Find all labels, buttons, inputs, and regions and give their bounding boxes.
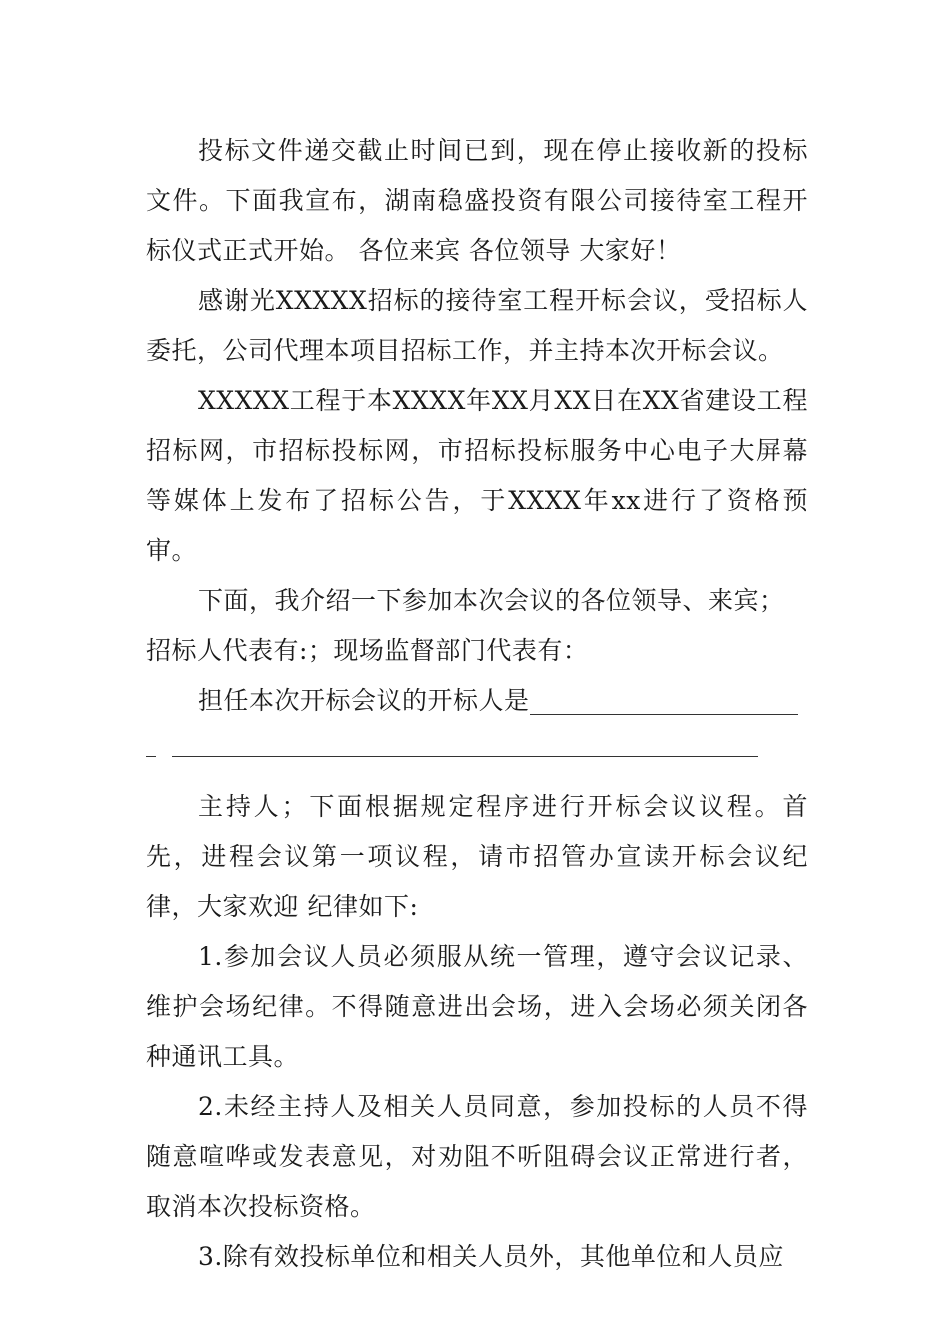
fill-in-blank	[530, 713, 798, 715]
opener-label: 担任本次开标会议的开标人是	[198, 686, 530, 715]
paragraph-announcement: XXXXX工程于本XXXX年XX月XX日在XX省建设工程招标网，市招标投标网，市招标投标服务中心电子大屏幕等媒体上发布了招标公告，于XXXX年xx进行了资格预审。	[146, 386, 808, 565]
fill-in-line	[146, 726, 808, 766]
short-dash	[146, 756, 156, 757]
document-page	[146, 126, 808, 1282]
paragraph-thanks: 感谢光XXXXX招标的接待室工程开标会议，受招标人委托，公司代理本项目招标工作，并主持本次开标会议。	[146, 286, 808, 365]
paragraph-rule-2: 2.未经主持人及相关人员同意，参加投标的人员不得随意喧哗或发表意见，对劝阻不听阻碍会议正常进行者，取消本次投标资格。	[146, 1092, 808, 1221]
paragraph-opener	[146, 676, 808, 726]
paragraph-opening: 投标文件递交截止时间已到，现在停止接收新的投标文件。下面我宣布，湖南稳盛投资有限公司接待室工程开标仪式正式开始。 各位来宾 各位领导 大家好！	[146, 136, 808, 265]
paragraph-host-agenda: 主持人；下面根据规定程序进行开标会议议程。首先，进程会议第一项议程，请市招管办宣读开标会议纪律，大家欢迎 纪律如下:	[146, 792, 808, 921]
long-underline	[172, 756, 758, 757]
paragraph-representatives: 招标人代表有:；现场监督部门代表有：	[146, 636, 589, 665]
paragraph-introduction: 下面，我介绍一下参加本次会议的各位领导、来宾；	[198, 586, 785, 615]
paragraph-rule-1: 1.参加会议人员必须服从统一管理，遵守会议记录、维护会场纪律。不得随意进出会场，进入会场必须关闭各种通讯工具。	[146, 942, 808, 1071]
paragraph-rule-3: 3.除有效投标单位和相关人员外，其他单位和人员应	[198, 1242, 784, 1271]
